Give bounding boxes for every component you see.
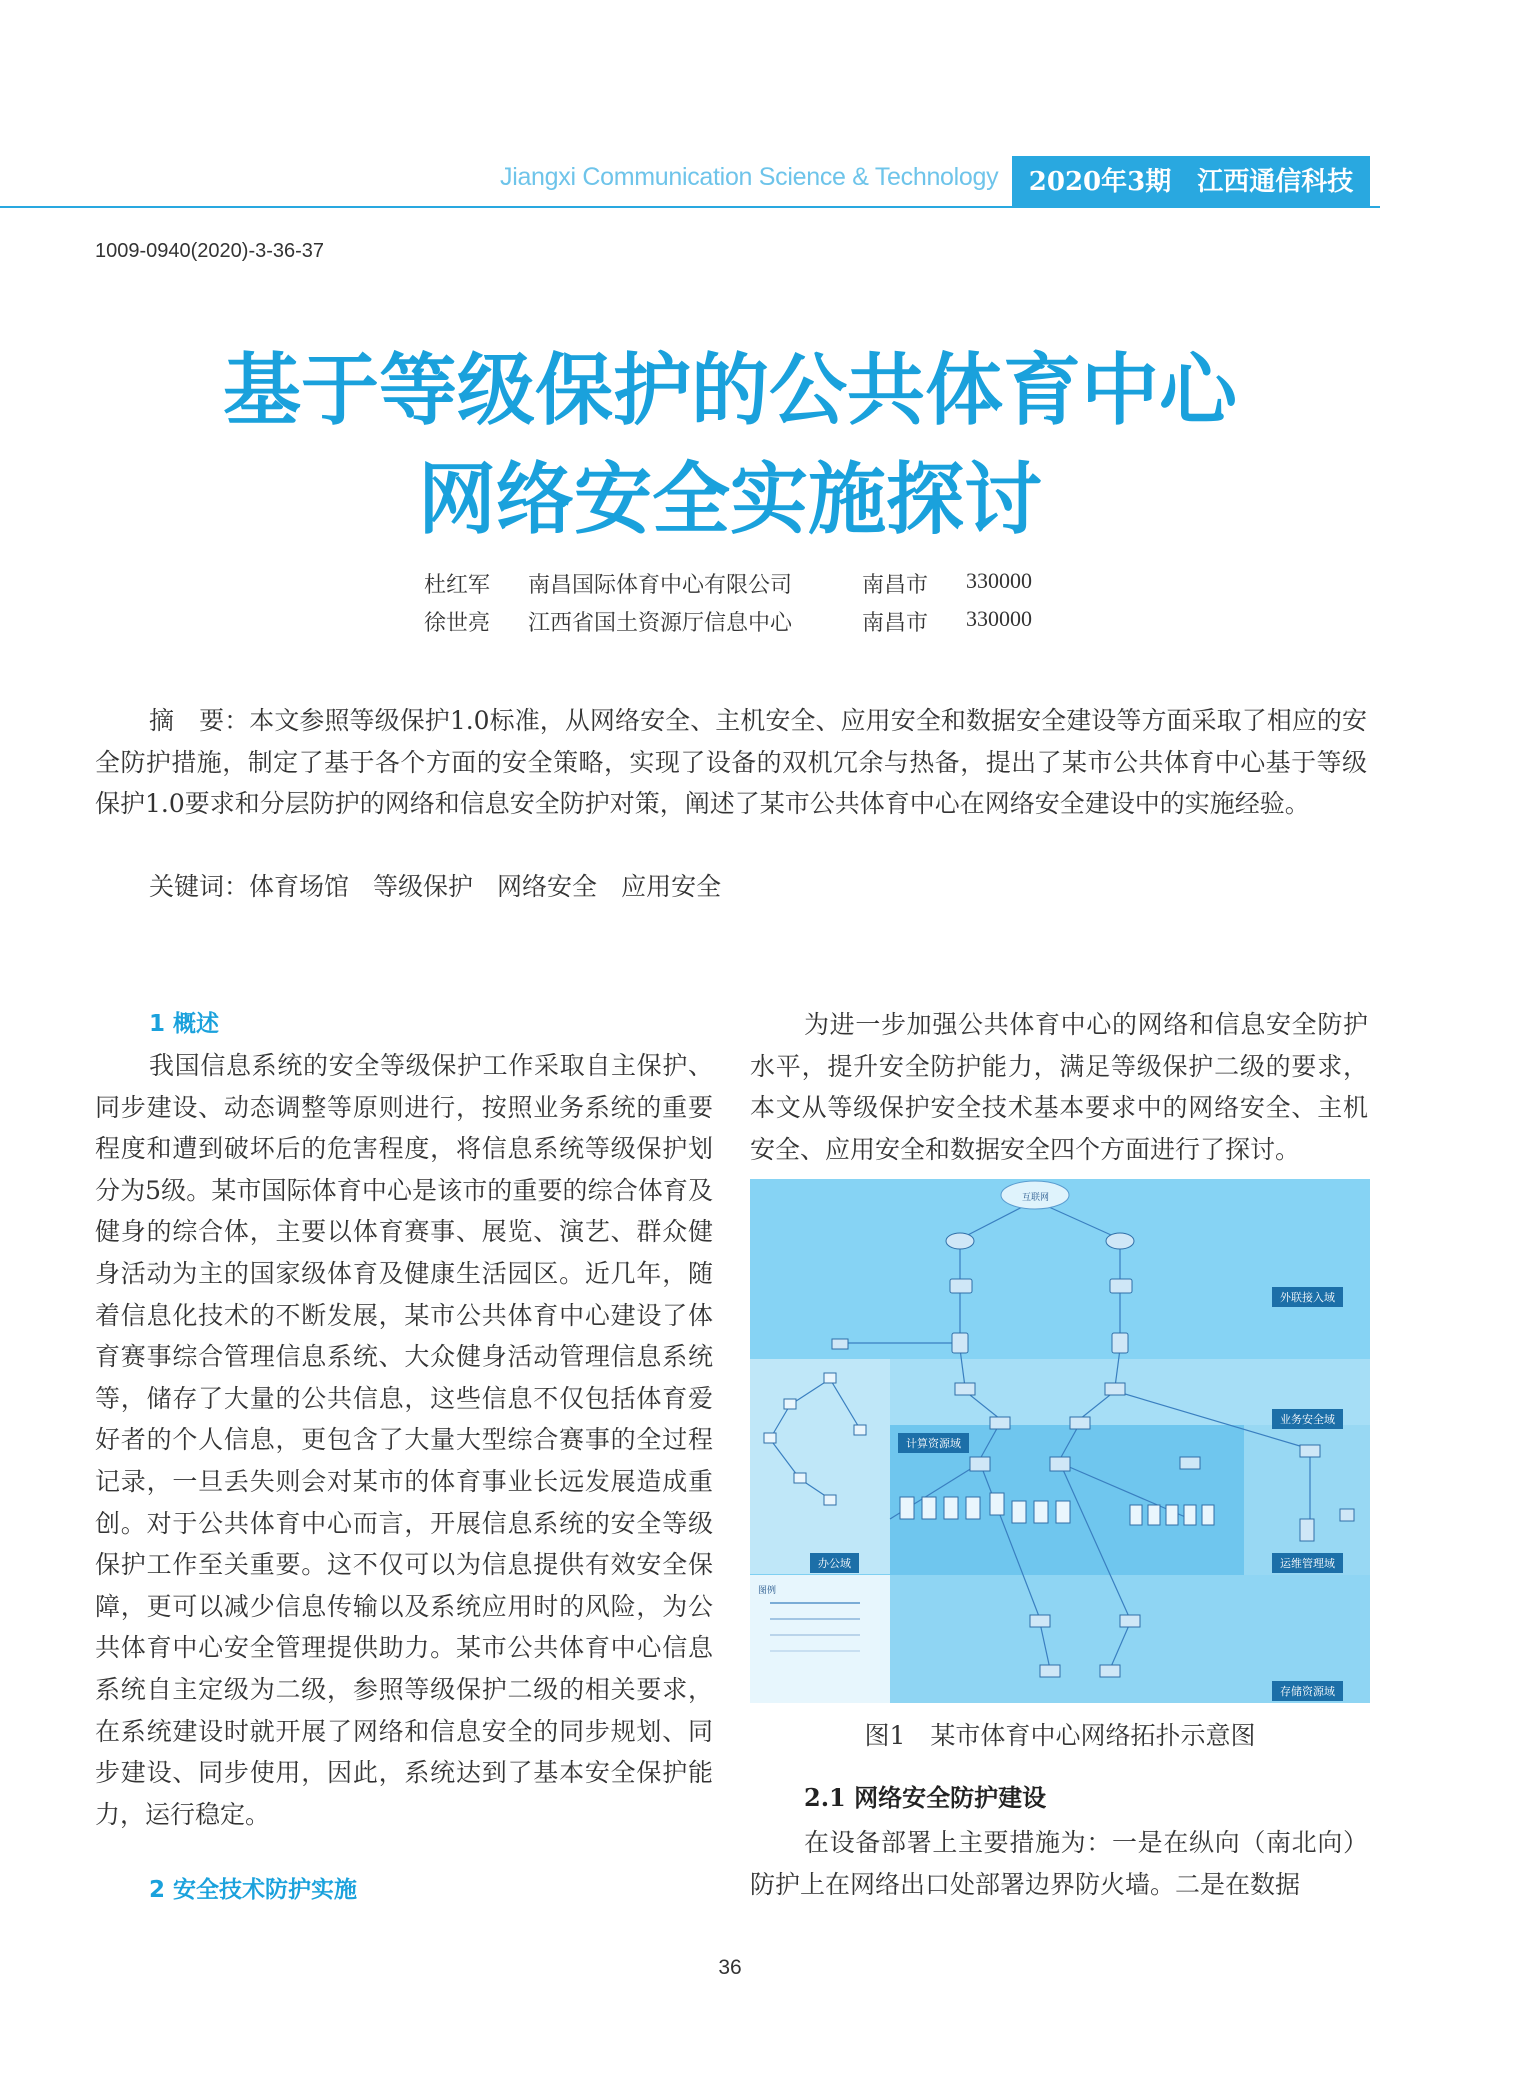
author-name: 杜红军 xyxy=(424,573,491,598)
keyword: 体育场馆 xyxy=(249,872,350,901)
section-paragraph: 我国信息系统的安全等级保护工作采取自主保护、同步建设、动态调整等原则进行，按照业务系统的重要程度和遭到破坏后的危害程度，将信息系统等级保护划分为5级。某市国际体育中心是该市的重要的综合体育及健身的综合体，主要以体育赛事、展览、演艺、群众健身活动为主的国家级体育及健康生活园区。近几年，随着信息化技术的不断发展，某市公共体育中心建设了体育赛事综合管理信息系统、大众健身活动管理信息系统等，储存了大量的公共信息，这些信息不仅包括体育爱好者的个人信息，更包含了大量大型综合赛事的全过程记录，一旦丢失则会对某市的体育事业长远发展造成重创。对于公共体育中心而言，开展信息系统的安全等级保护工作至关重要。这不仅可以为信息提供有效安全保障，更可以减少信息传输以及系统应用时的风险，为公共体育中心安全管理提供助力。某市公共体育中心信息系统自主定级为二级，参照等级保护二级的相关要求，在系统建设时就开展了网络和信息安全的同步规划、同步建设、同步使用，因此，系统达到了基本安全保护能力，运行稳定。 xyxy=(95,1051,713,1829)
zone-label: 存储资源域 xyxy=(1272,1681,1343,1701)
zone-label: 外联接入域 xyxy=(1272,1287,1343,1307)
journal-name-en: Jiangxi Communication Science & Technology xyxy=(500,163,999,191)
author-affiliation: 江西省国土资源厅信息中心 xyxy=(528,611,793,636)
left-column xyxy=(95,1004,713,1835)
abstract xyxy=(95,700,1367,825)
keyword: 等级保护 xyxy=(373,872,474,901)
network-topology-figure xyxy=(750,1179,1370,1703)
abstract-text: 摘 要：本文参照等级保护1.0标准，从网络安全、主机安全、应用安全和数据安全建设等方面采取了相应的安全防护措施，制定了基于各个方面的安全策略，实现了设备的双机冗余与热备，提出了某市公共体育中心基于等级保护1.0要求和分层防护的网络和信息安全防护对策，阐述了某市公共体育中心在网络安全建设中的实施经验。 xyxy=(95,706,1367,818)
zone-label: 计算资源域 xyxy=(898,1433,969,1453)
zone-label: 业务安全域 xyxy=(1272,1409,1343,1429)
right-column-intro xyxy=(750,1004,1368,1170)
author-zip: 330000 xyxy=(966,606,1032,631)
section-heading: 2 安全技术防护实施 xyxy=(149,1877,358,1903)
document-code: 1009-0940(2020)-3-36-37 xyxy=(95,240,325,262)
author-name: 徐世亮 xyxy=(424,611,491,636)
author-city: 南昌市 xyxy=(862,573,929,598)
paper-title-line-1: 基于等级保护的公共体育中心 xyxy=(222,346,1237,436)
section-heading: 1 概述 xyxy=(149,1011,220,1037)
right-column-body xyxy=(750,1822,1368,1905)
keywords xyxy=(95,866,745,907)
figure-caption: 图1 某市体育中心网络拓扑示意图 xyxy=(864,1721,1256,1750)
keyword: 网络安全 xyxy=(497,872,598,901)
section-paragraph: 为进一步加强公共体育中心的网络和信息安全防护水平，提升安全防护能力，满足等级保护二级的要求，本文从等级保护安全技术基本要求中的网络安全、主机安全、应用安全和数据安全四个方面进行了探讨。 xyxy=(750,1010,1368,1164)
journal-issue-badge: 2020年3期 江西通信科技 xyxy=(1012,156,1370,208)
author-zip: 330000 xyxy=(966,568,1032,593)
legend-title: 图例 xyxy=(758,1586,777,1596)
keyword: 应用安全 xyxy=(621,872,722,901)
zone-label: 运维管理域 xyxy=(1272,1553,1343,1573)
page-number: 36 xyxy=(718,1956,742,1979)
author-city: 南昌市 xyxy=(862,611,929,636)
subsection-heading: 2.1 网络安全防护建设 xyxy=(804,1783,1047,1812)
topology-svg xyxy=(750,1179,1370,1703)
paper-title-line-2: 网络安全实施探讨 xyxy=(417,455,1042,545)
zone-label: 办公域 xyxy=(810,1553,859,1573)
keywords-label: 关键词： xyxy=(149,872,250,901)
section-paragraph: 在设备部署上主要措施为：一是在纵向（南北向）防护上在网络出口处部署边界防火墙。二是在数据 xyxy=(750,1828,1368,1899)
internet-label: 互联网 xyxy=(1022,1193,1050,1203)
author-affiliation: 南昌国际体育中心有限公司 xyxy=(528,573,793,598)
